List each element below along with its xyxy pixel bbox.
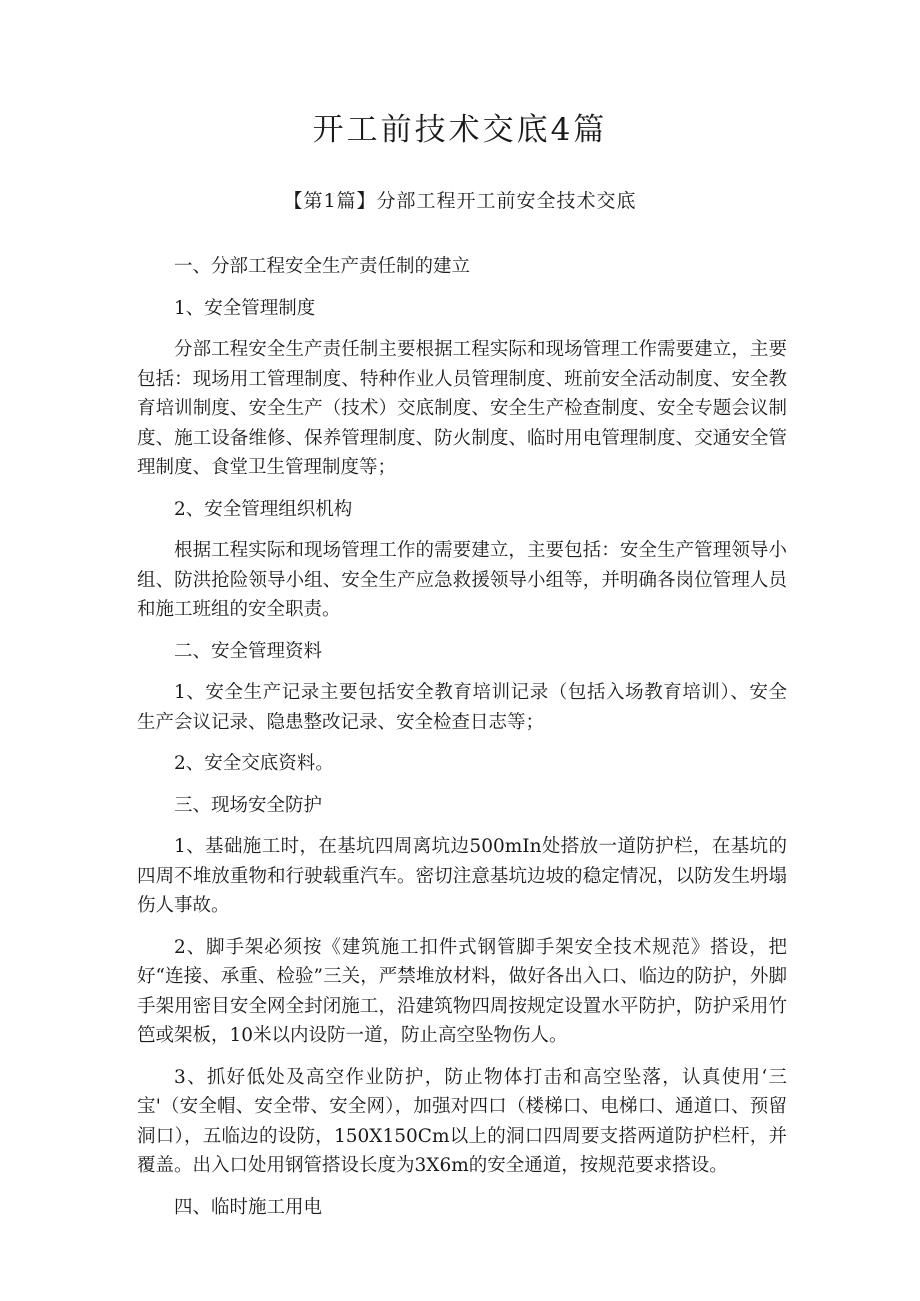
body-paragraph: 3、抓好低处及高空作业防护，防止物体打击和高空坠落，认真使用‘三宝'（安全帽、安全带、安全网），加强对四口（楼梯口、电梯口、通道口、预留洞口），五临边的设防，150X150Cm以上的洞口四周要支搭两道防护栏杆，并覆盖。出入口处用钢管搭设长度为3X6m的安全通道，按规范要求搭设。 xyxy=(137,1066,787,1176)
body-paragraph: 2、脚手架必须按《建筑施工扣件式钢管脚手架安全技术规范》搭设，把好“连接、承重、检验”三关，严禁堆放材料，做好各出入口、临边的防护，外脚手架用密目安全网全封闭施工，沿建筑物四周按规定设置水平防护，防护采用竹笆或架板，10米以内设防一道，防止高空坠物伤人。 xyxy=(137,936,787,1046)
subsection-heading: 1、安全管理制度 xyxy=(174,297,316,319)
body-paragraph: 1、基础施工时，在基坑四周离坑边500mIn处搭放一道防护栏，在基坑的四周不堆放重物和行驶载重汽车。密切注意基坑边坡的稳定情况，以防发生坍塌伤人事故。 xyxy=(137,836,787,916)
body-paragraph: 2、安全交底资料。 xyxy=(174,753,334,774)
body-paragraph: 根据工程实际和现场管理工作的需要建立，主要包括：安全生产管理领导小组、防洪抢险领导小组、安全生产应急救援领导小组等，并明确各岗位管理人员和施工班组的安全职责。 xyxy=(137,540,787,620)
body-paragraph: 1、安全生产记录主要包括安全教育培训记录（包括入场教育培训）、安全生产会议记录、隐患整改记录、安全检查日志等； xyxy=(137,682,787,733)
document-body xyxy=(137,252,787,1234)
section-heading: 一、分部工程安全生产责任制的建立 xyxy=(174,256,471,277)
section-heading: 二、安全管理资料 xyxy=(174,640,323,662)
section-title: 【第1篇】分部工程开工前安全技术交底 xyxy=(283,190,637,212)
section-heading: 四、临时施工用电 xyxy=(174,1196,323,1218)
section-heading: 三、现场安全防护 xyxy=(174,794,323,816)
document-title: 开工前技术交底4篇 xyxy=(312,112,608,148)
subsection-heading: 2、安全管理组织机构 xyxy=(174,498,353,520)
body-paragraph: 分部工程安全生产责任制主要根据工程实际和现场管理工作需要建立，主要包括：现场用工管理制度、特种作业人员管理制度、班前安全活动制度、安全教育培训制度、安全生产（技术）交底制度、安全生产检查制度、安全专题会议制度、施工设备维修、保养管理制度、防火制度、临时用电管理制度、交通安全管理制度、食堂卫生管理制度等； xyxy=(137,339,787,478)
